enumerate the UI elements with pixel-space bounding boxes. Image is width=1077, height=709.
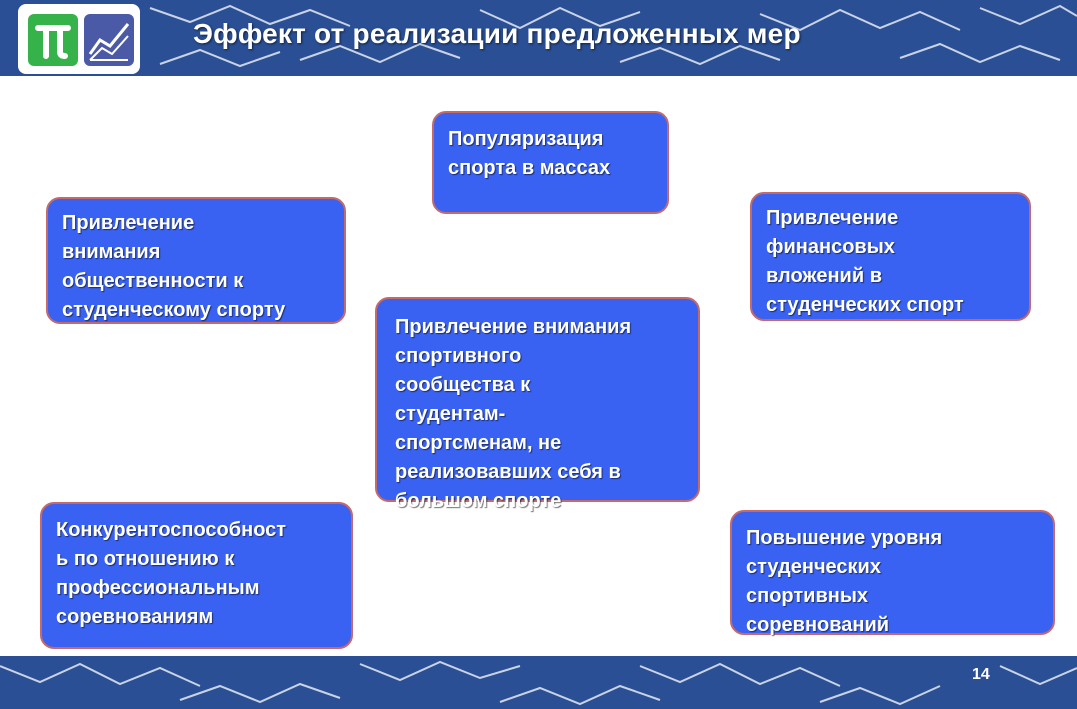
box-competitiveness — [40, 502, 353, 649]
box-financial — [750, 192, 1031, 321]
logo — [18, 4, 140, 74]
box-sport-community-text: Привлечение внимания спортивного сообщества к студентам- спортсменам, не реализовавших себя в большом спорте — [395, 316, 632, 512]
box-public-attention — [46, 197, 346, 324]
box-competitiveness-text: Конкурентоспособност ь по отношению к профессиональным соревнованиям — [56, 519, 287, 628]
pi-icon — [28, 14, 78, 66]
box-financial-text: Привлечение финансовых вложений в студенческих спорт — [766, 207, 964, 316]
box-public-attention-text: Привлечение внимания общественности к студенческому спорту — [62, 212, 286, 321]
slide-title: Эффект от реализации предложенных мер — [193, 18, 801, 49]
box-popularization — [432, 111, 669, 214]
footer-band — [0, 656, 1077, 709]
page-number: 14 — [972, 666, 990, 683]
box-level-raising — [730, 510, 1055, 635]
footer-wave-pattern — [0, 656, 1077, 709]
box-popularization-text: Популяризация спорта в массах — [448, 128, 611, 179]
box-level-raising-text: Повышение уровня студенческих спортивных соревнований — [746, 527, 943, 636]
line-chart-icon — [84, 14, 134, 66]
box-sport-community — [375, 297, 700, 512]
